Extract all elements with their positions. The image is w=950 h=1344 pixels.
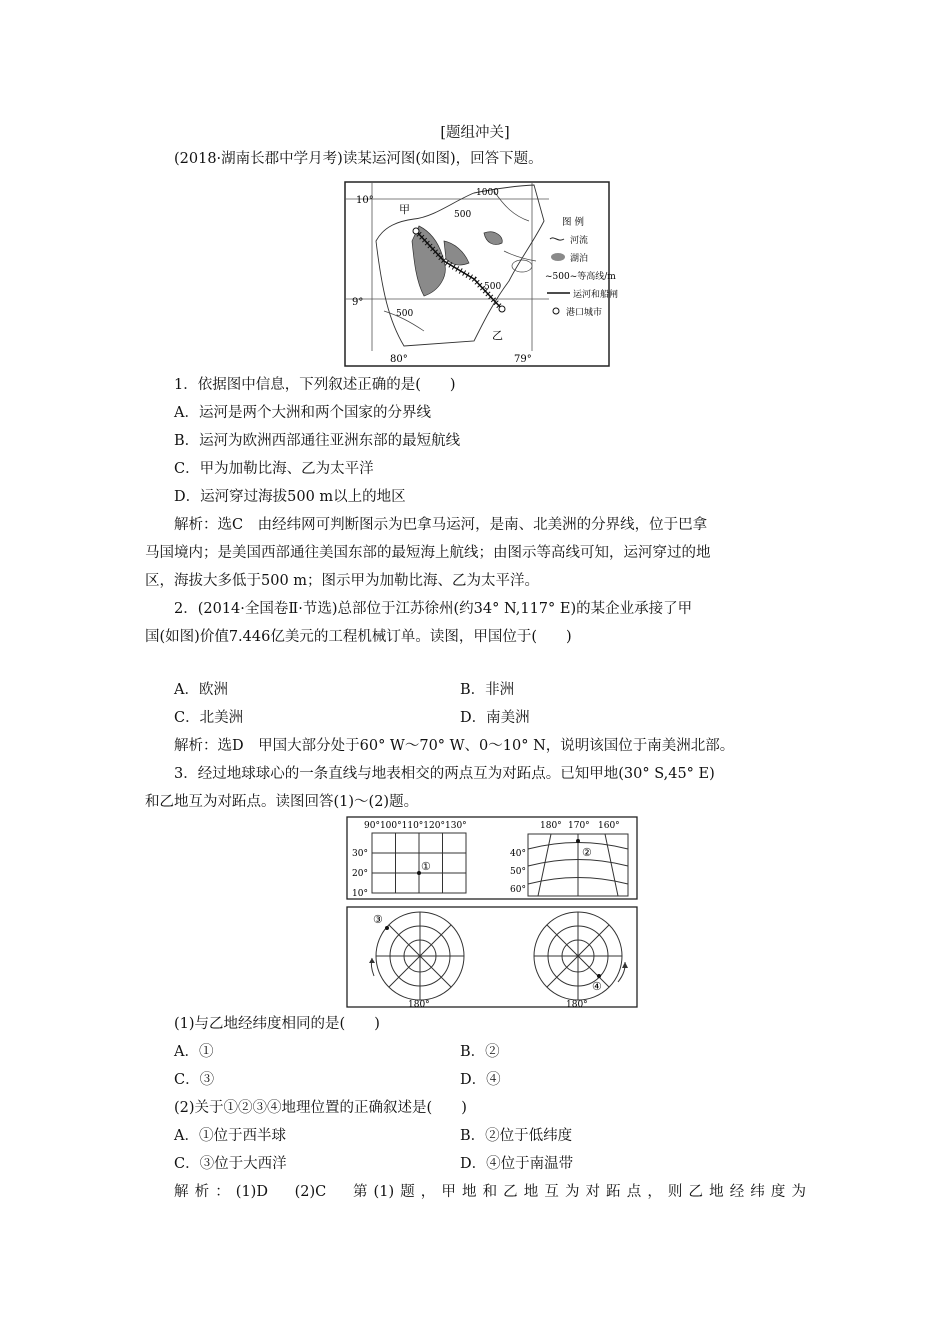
q3-sub1-stem: (1)与乙地经纬度相同的是( ) — [174, 1016, 380, 1032]
grid-lat-30: 30° — [352, 849, 368, 859]
q3-sub1-option-b: B．② — [460, 1044, 500, 1060]
q3-stem-line1: 3．经过地球球心的一条直线与地表相交的两点互为对跖点。已知甲地(30° S,45° E) — [174, 766, 715, 782]
legend-lake-icon — [551, 253, 565, 261]
q1-option-a: A．运河是两个大洲和两个国家的分界线 — [174, 405, 431, 421]
q2-analysis: 解析：选D 甲国大部分处于60° W～70° W、0～10° N，说明该国位于南美洲北部。 — [174, 738, 735, 754]
canal-map-figure — [344, 181, 619, 367]
q3-sub2-option-c: C．③位于大西洋 — [174, 1156, 287, 1172]
point-3 — [385, 926, 389, 930]
q2-option-c: C．北美洲 — [174, 710, 244, 726]
q1-analysis-line2: 马国境内；是美国西部通往美国东部的最短海上航线；由图示等高线可知，运河穿过的地 — [145, 545, 711, 561]
grid-lat-20: 20° — [352, 869, 368, 879]
legend-title: 图 例 — [562, 217, 585, 228]
marker-1: ① — [421, 860, 431, 873]
q3-sub2-option-b: B．②位于低纬度 — [460, 1128, 573, 1144]
legend-lake: 湖泊 — [570, 254, 589, 264]
point-4 — [597, 974, 601, 978]
polar-right-180: 180° — [566, 1000, 588, 1010]
q1-analysis-line3: 区，海拔大多低于500 m；图示甲为加勒比海、乙为太平洋。 — [145, 573, 540, 589]
arc-lon-160: 160° — [598, 821, 620, 831]
q1-option-c: C．甲为加勒比海、乙为太平洋 — [174, 461, 374, 477]
marker-3: ③ — [373, 913, 383, 926]
arc-lon-170: 170° — [568, 821, 590, 831]
legend-canal: 运河和船闸 — [573, 290, 619, 300]
label-yi: 乙 — [492, 329, 503, 342]
grid-lat-10: 10° — [352, 889, 368, 899]
contour-1000: 1000 — [476, 188, 499, 198]
q3-figure-top — [346, 816, 638, 900]
q3-figure-bottom — [346, 906, 638, 1008]
lon-right-label: 79° — [514, 354, 532, 365]
q2-stem-line2: 国(如图)价值7.446亿美元的工程机械订单。读图，甲国位于( ) — [145, 629, 572, 645]
q2-stem-line1: 2．(2014·全国卷Ⅱ·节选)总部位于江苏徐州(约34° N,117° E)的某企业承接了甲 — [174, 601, 693, 617]
point-2 — [576, 839, 580, 843]
port-north — [413, 228, 419, 234]
q3-sub2-option-a: A．①位于西半球 — [174, 1128, 286, 1144]
legend-river: 河流 — [570, 236, 589, 246]
legend-port: 港口城市 — [566, 308, 603, 318]
intro-text: (2018·湖南长郡中学月考)读某运河图(如图)，回答下题。 — [174, 151, 543, 167]
q1-option-d: D．运河穿过海拔500 m以上的地区 — [174, 489, 406, 505]
arc-lat-40: 40° — [510, 849, 526, 859]
arc-lon-180: 180° — [540, 821, 562, 831]
legend-port-icon — [553, 308, 559, 314]
q3-sub1-option-c: C．③ — [174, 1072, 215, 1088]
port-south — [499, 306, 505, 312]
arc-lat-50: 50° — [510, 867, 526, 877]
q1-stem: 1．依据图中信息，下列叙述正确的是( ) — [174, 377, 456, 393]
q2-option-b: B．非洲 — [460, 682, 515, 698]
label-jia: 甲 — [399, 203, 410, 216]
contour-500b: 500 — [484, 282, 502, 292]
contour-500a: 500 — [454, 210, 472, 220]
section-heading: [题组冲关] — [440, 125, 510, 141]
contour-500c: 500 — [396, 309, 414, 319]
q3-sub1-option-a: A．① — [174, 1044, 214, 1060]
lat-top-label: 10° — [356, 195, 374, 206]
q1-option-b: B．运河为欧洲西部通往亚洲东部的最短航线 — [174, 433, 461, 449]
q2-option-d: D．南美洲 — [460, 710, 530, 726]
polar-left-180: 180° — [408, 1000, 430, 1010]
q3-sub1-option-d: D．④ — [460, 1072, 501, 1088]
q1-analysis-line1: 解析：选C 由经纬网可判断图示为巴拿马运河，是南、北美洲的分界线，位于巴拿 — [174, 517, 708, 533]
lat-mid-label: 9° — [352, 297, 364, 308]
q3-sub2-stem: (2)关于①②③④地理位置的正确叙述是( ) — [174, 1100, 467, 1116]
grid-lon-labels: 90°100°110°120°130° — [364, 821, 467, 831]
marker-4: ④ — [592, 980, 602, 993]
q3-stem-line2: 和乙地互为对跖点。读图回答(1)～(2)题。 — [145, 794, 419, 810]
arc-lat-60: 60° — [510, 885, 526, 895]
q3-sub2-option-d: D．④位于南温带 — [460, 1156, 574, 1172]
marker-2: ② — [582, 846, 592, 859]
q3-analysis: 解析：(1)D (2)C 第(1)题，甲地和乙地互为对跖点，则乙地经纬度为 — [174, 1184, 806, 1200]
legend-contour: ~500~等高线/m — [545, 272, 616, 282]
lon-left-label: 80° — [390, 354, 408, 365]
q2-option-a: A．欧洲 — [174, 682, 228, 698]
